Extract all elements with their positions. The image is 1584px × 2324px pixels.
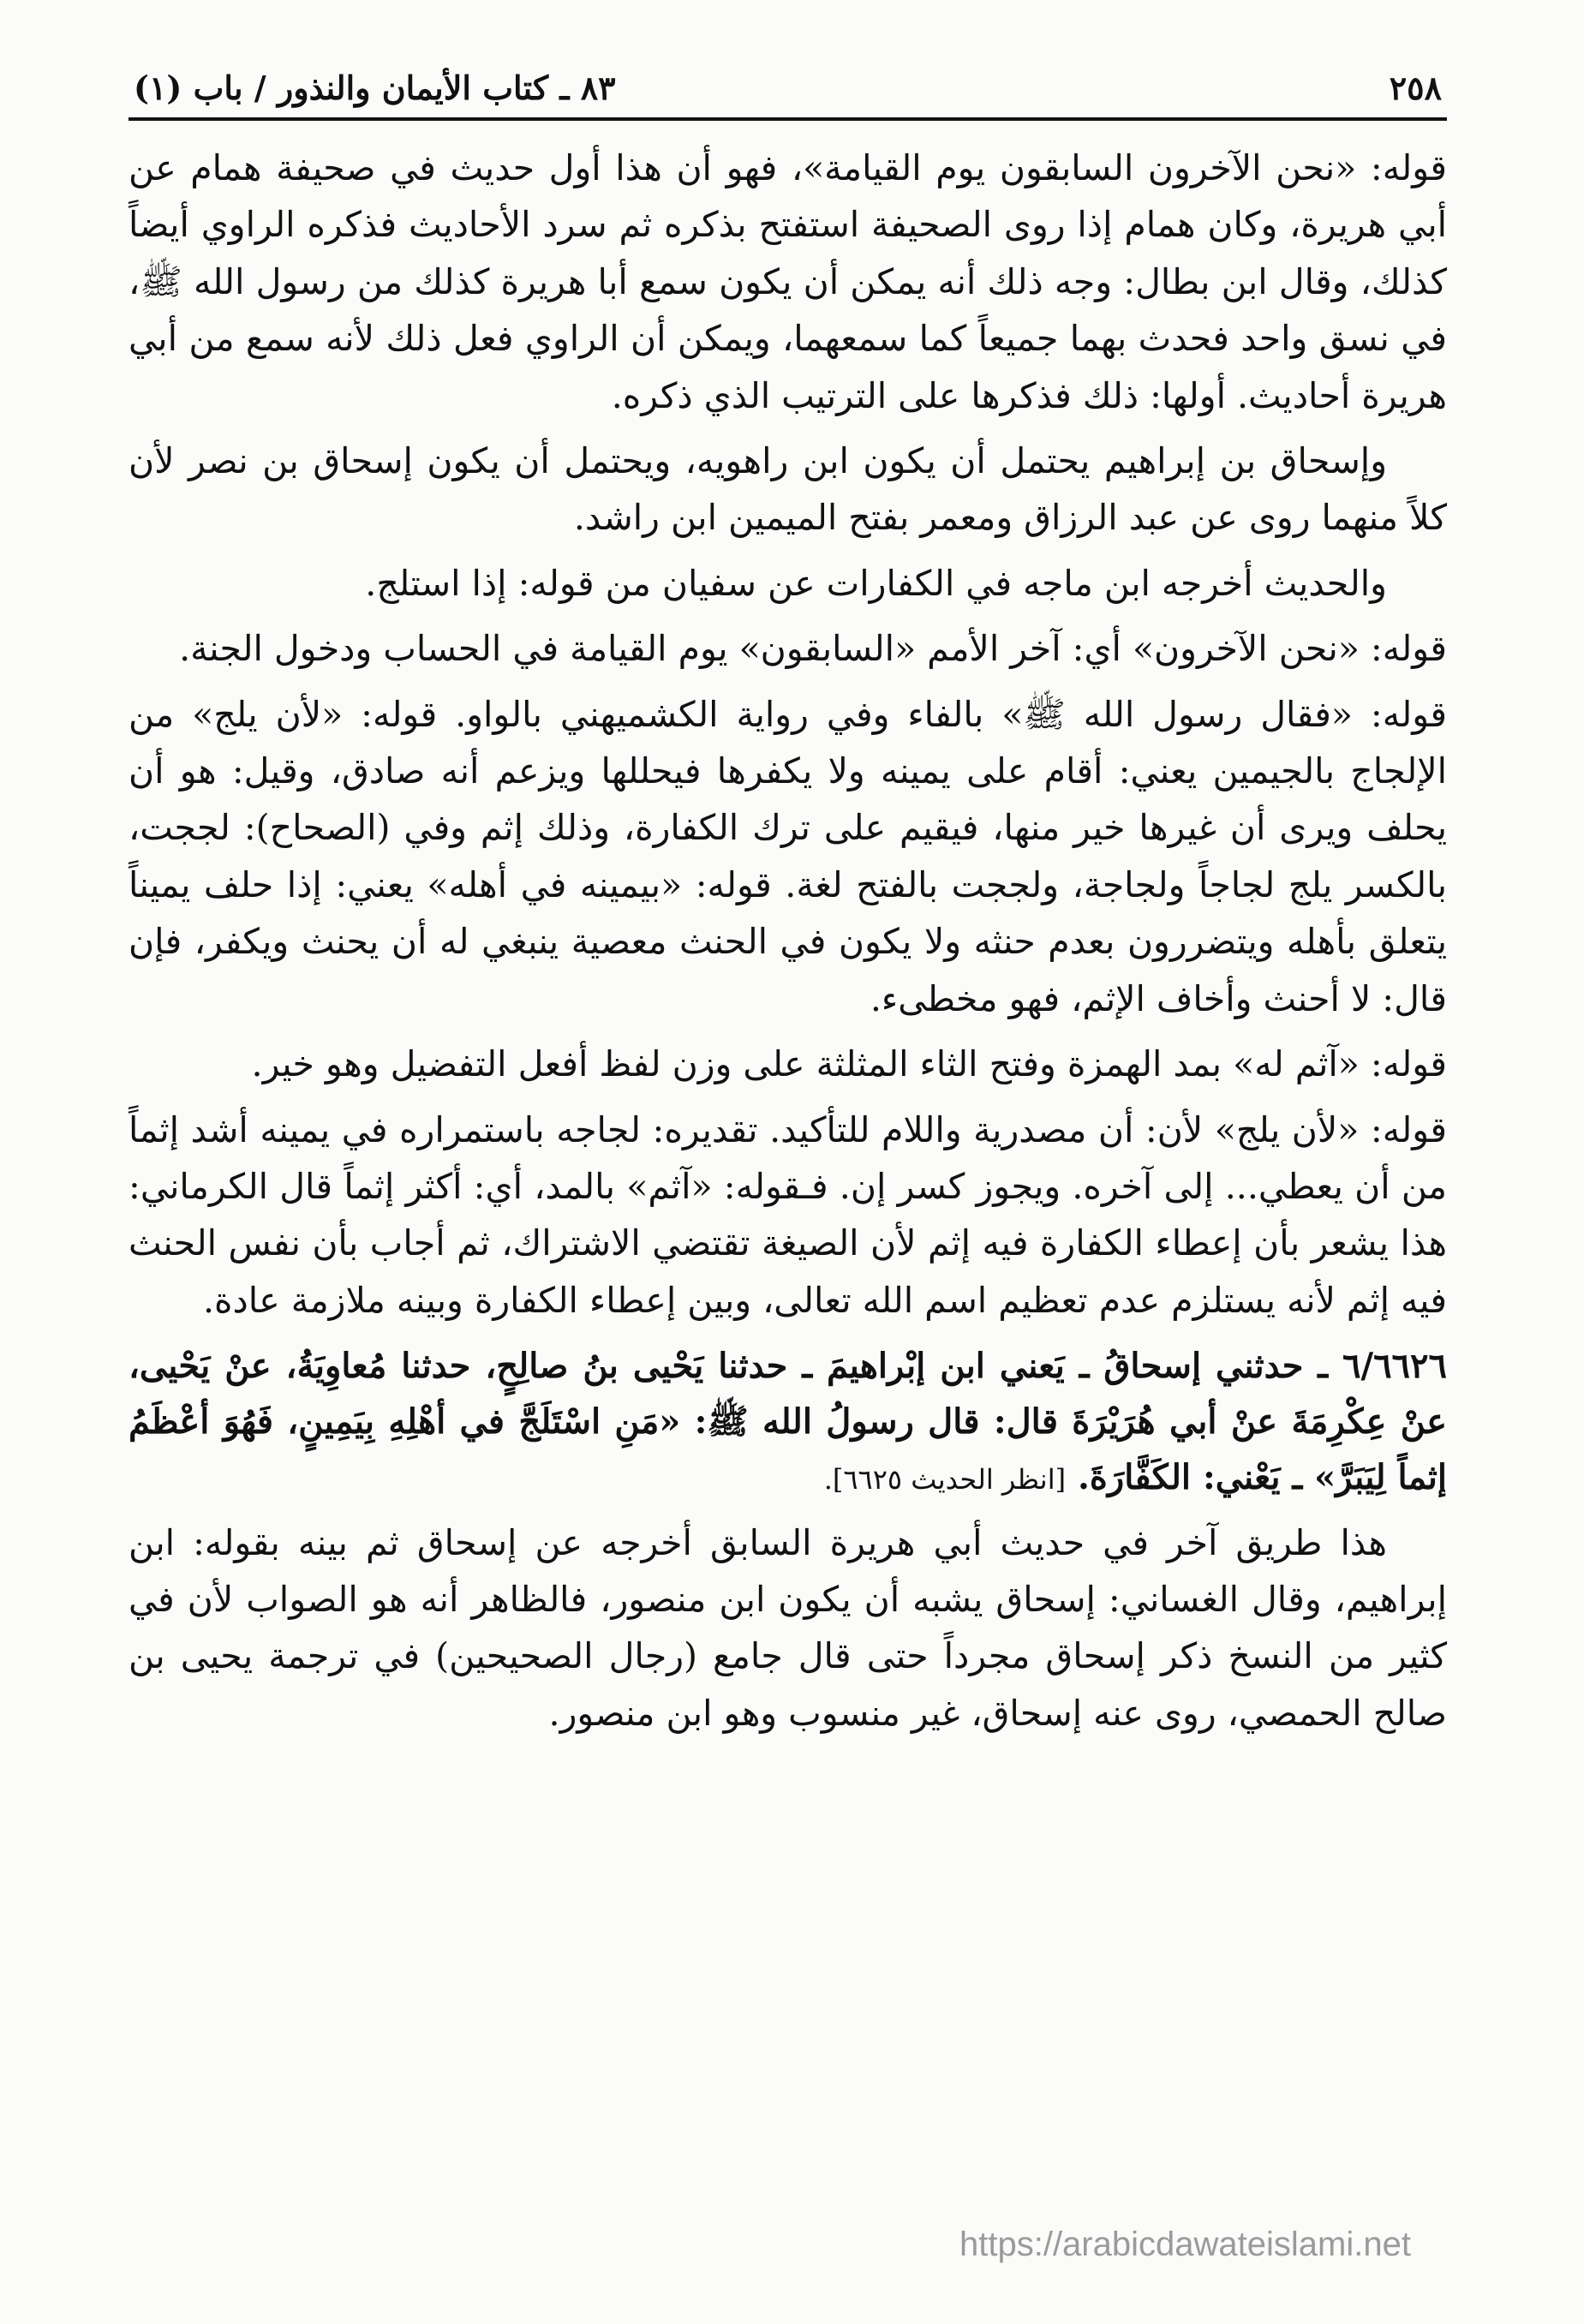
page-body <box>129 140 1447 1742</box>
hadith-text <box>129 1339 1447 1505</box>
commentary-paragraph: قوله: «نحن الآخرون السابقون يوم القيامة»، فهو أن هذا أول حديث في صحيفة همام عن أبي هريرة، وكان همام إذا روى الصحيفة استفتح بذكره ثم سرد الأحاديث فذكره الراوي أيضاً كذلك، وقال ابن بطال: وجه ذلك أنه يمكن أن يكون سمع أبا هريرة كذلك من رسول الله ﷺ، في نسق واحد فحدث بهما جميعاً كما سمعهما، ويمكن أن الراوي فعل ذلك لأنه سمع من أبي هريرة أحاديث. أولها: ذلك فذكرها على الترتيب الذي ذكره. <box>129 147 1447 416</box>
closing-paragraph: هذا طريق آخر في حديث أبي هريرة السابق أخرجه عن إسحاق ثم بينه بقوله: ابن إبراهيم، وقال الغساني: إسحاق يشبه أن يكون ابن منصور، فالظاهر أنه هو الصواب لأن في كثير من النسخ ذكر إسحاق مجرداً حتى قال جامع (رجال الصحيحين) في ترجمة يحيى بن صالح الحمصي، روى عنه إسحاق، غير منسوب وهو ابن منصور. <box>129 1521 1447 1734</box>
site-watermark: https://arabicdawateislami.net <box>959 2225 1411 2263</box>
commentary-paragraph: قوله: «نحن الآخرون» أي: آخر الأمم «السابقون» يوم القيامة في الحساب ودخول الجنة. <box>179 628 1447 670</box>
commentary-paragraph: قوله: «لأن يلج» لأن: أن مصدرية واللام للتأكيد. تقديره: لجاجه باستمراره في يمينه أشد إثماً من أن يعطي... إلى آخره. ويجوز كسر إن. فـقوله: «آثم» بالمد، أي: أكثر إثماً قال الكرماني: هذا يشعر بأن إعطاء الكفارة فيه إثم لأن الصيغة تقتضي الاشتراك، ثم أجاب بأن نفس الحنث فيه إثم لأنه يستلزم عدم تعظيم اسم الله تعالى، وبين إعطاء الكفارة وبينه ملازمة عادة. <box>129 1108 1447 1321</box>
page-header <box>129 69 1447 121</box>
commentary-paragraph: وإسحاق بن إبراهيم يحتمل أن يكون ابن راهويه، ويحتمل أن يكون إسحاق بن نصر لأن كلاً منهما روى عن عبد الرزاق ومعمر بفتح الميمين ابن راشد. <box>129 440 1447 539</box>
commentary-paragraph: قوله: «فقال رسول الله ﷺ» بالفاء وفي رواية الكشميهني بالواو. قوله: «لأن يلج» من الإلجاج بالجيمين يعني: أقام على يمينه ولا يكفرها فيحللها ويزعم أنه صادق، وقيل: هو أن يحلف ويرى أن غيرها خير منها، فيقيم على ترك الكفارة، وذلك إثم وفي (الصحاح): لججت، بالكسر يلج لجاجاً ولجاجة، ولججت بالفتح لغة. قوله: «بيمينه في أهله» يعني: إذا حلف يميناً يتعلق بأهله ويتضررون بعدم حنثه ولا يكون في الحنث معصية ينبغي له أن يحنث ويكفر، فإن قال: لا أحنث وأخاف الإثم، فهو مخطىء. <box>129 693 1447 1019</box>
page-number: ٢٥٨ <box>1389 69 1442 107</box>
commentary-paragraph: والحديث أخرجه ابن ماجه في الكفارات عن سفيان من قوله: إذا استلج. <box>365 562 1387 604</box>
hadith-body: ٦/٦٦٢٦ ـ حدثني إسحاقُ ـ يَعني ابن إبْراهيمَ ـ حدثنا يَحْيى بنُ صالِحٍ، حدثنا مُعاوِيَةُ، عنْ يَحْيى، عنْ عِكْرِمَةَ عنْ أبي هُرَيْرَةَ قال: قال رسولُ الله ﷺ: «مَنِ اسْتَلَجَّ في أهْلِهِ بِيَمِينٍ، فَهُوَ أعْظَمُ إثماً لِيَبَرَّ» ـ يَعْني: الكَفَّارَةَ. <box>129 1346 1447 1497</box>
hadith-reference: [انظر الحديث ٦٦٢٥]. <box>823 1462 1067 1496</box>
commentary-paragraph: قوله: «آثم له» بمد الهمزة وفتح الثاء المثلثة على وزن لفظ أفعل التفضيل وهو خير. <box>251 1043 1447 1085</box>
running-title: ٨٣ ـ كتاب الأيمان والنذور / باب (١) <box>134 69 616 107</box>
